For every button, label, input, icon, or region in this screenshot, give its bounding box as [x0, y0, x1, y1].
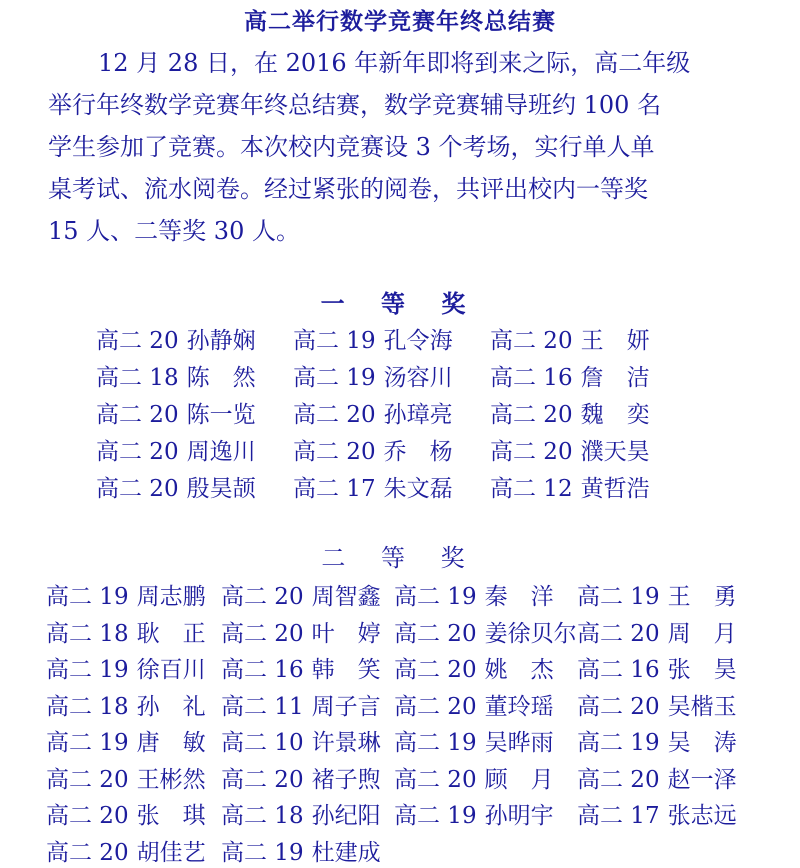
- class-label: 高二 20: [490, 402, 573, 428]
- student-name: 胡佳艺: [136, 839, 206, 866]
- student-name: 孔令海: [383, 328, 453, 354]
- student-name: 汤容川: [383, 365, 453, 391]
- award-entry: [221, 761, 381, 794]
- award-entry: [490, 322, 650, 355]
- second-prize-list: [46, 578, 786, 868]
- intro-line: 举行年终数学竞赛年终总结赛，数学竞赛辅导班约 100 名: [48, 91, 662, 119]
- award-entry: [221, 834, 381, 867]
- class-label: 高二 20: [221, 766, 304, 793]
- class-label: 高二 20: [96, 439, 179, 465]
- intro-line: 桌考试、流水阅卷。经过紧张的阅卷，共评出校内一等奖: [48, 175, 648, 203]
- student-name: 魏 奕: [580, 402, 650, 428]
- class-label: 高二 20: [577, 766, 660, 793]
- second-prize-heading: 二 等 奖: [321, 544, 479, 572]
- award-entry: [96, 433, 256, 466]
- class-label: 高二 19: [394, 584, 477, 610]
- student-name: 王彬然: [136, 766, 206, 793]
- class-label: 高二 20: [96, 328, 179, 354]
- award-entry: [46, 688, 206, 721]
- class-label: 高二 19: [577, 584, 660, 610]
- award-entry: [221, 651, 381, 684]
- class-label: 高二 20: [394, 620, 477, 647]
- class-label: 高二 17: [577, 803, 660, 829]
- award-entry: [96, 470, 256, 503]
- student-name: 唐 敏: [136, 730, 206, 756]
- article-title: 高二举行数学竞赛年终总结赛: [244, 8, 556, 35]
- class-label: 高二 18: [46, 693, 129, 720]
- student-name: 耿 正: [136, 620, 206, 647]
- class-label: 高二 19: [293, 328, 376, 354]
- student-name: 黄哲浩: [580, 476, 650, 502]
- award-entry: [490, 470, 650, 503]
- award-entry: [293, 359, 453, 392]
- student-name: 殷昊颉: [186, 476, 256, 502]
- class-label: 高二 18: [46, 620, 129, 647]
- class-label: 高二 20: [394, 657, 477, 683]
- student-name: 周志鹏: [136, 584, 206, 610]
- award-entry: [394, 688, 554, 721]
- student-name: 王 妍: [580, 328, 650, 354]
- class-label: 高二 18: [96, 365, 179, 391]
- student-name: 乔 杨: [383, 439, 453, 465]
- award-entry: [577, 761, 737, 794]
- award-entry: [96, 322, 256, 355]
- class-label: 高二 16: [577, 657, 660, 683]
- class-label: 高二 19: [394, 730, 477, 756]
- award-entry: [577, 797, 737, 830]
- class-label: 高二 20: [46, 766, 129, 793]
- class-label: 高二 20: [394, 693, 477, 720]
- award-entry: [96, 396, 256, 429]
- class-label: 高二 20: [293, 402, 376, 428]
- award-entry: [293, 322, 453, 355]
- award-entry: [490, 359, 650, 392]
- award-entry: [46, 578, 206, 611]
- class-label: 高二 19: [293, 365, 376, 391]
- student-name: 孙 礼: [136, 693, 206, 720]
- student-name: 韩 笑: [311, 657, 381, 683]
- class-label: 高二 17: [293, 476, 376, 502]
- class-label: 高二 20: [46, 839, 129, 866]
- student-name: 陈一览: [186, 402, 256, 428]
- class-label: 高二 20: [96, 402, 179, 428]
- student-name: 张 琪: [136, 803, 206, 829]
- class-label: 高二 20: [394, 766, 477, 793]
- award-entry: [46, 761, 206, 794]
- first-prize-heading: 一 等 奖: [320, 289, 480, 318]
- student-name: 徐百川: [136, 657, 206, 683]
- award-entry: [46, 797, 206, 830]
- class-label: 高二 20: [293, 439, 376, 465]
- student-name: 吴 涛: [667, 730, 737, 756]
- class-label: 高二 11: [221, 693, 304, 720]
- award-entry: [394, 651, 554, 684]
- class-label: 高二 19: [221, 839, 304, 866]
- class-label: 高二 20: [490, 328, 573, 354]
- student-name: 周 月: [667, 620, 737, 647]
- class-label: 高二 20: [577, 620, 660, 647]
- student-name: 叶 婷: [311, 620, 381, 647]
- student-name: 陈 然: [186, 365, 256, 391]
- intro-paragraph: [48, 42, 778, 252]
- award-entry: [490, 396, 650, 429]
- student-name: 杜建成: [311, 839, 381, 866]
- award-entry: [221, 797, 381, 830]
- award-entry: [293, 396, 453, 429]
- student-name: 秦 洋: [484, 584, 554, 610]
- student-name: 赵一泽: [667, 766, 737, 793]
- award-entry: [490, 433, 650, 466]
- student-name: 濮天昊: [580, 439, 650, 465]
- award-entry: [577, 688, 737, 721]
- student-name: 王 勇: [667, 584, 737, 610]
- class-label: 高二 16: [221, 657, 304, 683]
- student-name: 周子言: [311, 693, 381, 720]
- student-name: 孙明宇: [484, 803, 554, 829]
- class-label: 高二 10: [221, 730, 304, 756]
- award-entry: [577, 724, 737, 757]
- award-entry: [394, 724, 554, 757]
- class-label: 高二 19: [46, 657, 129, 683]
- student-name: 詹 洁: [580, 365, 650, 391]
- student-name: 朱文磊: [383, 476, 453, 502]
- class-label: 高二 20: [96, 476, 179, 502]
- class-label: 高二 20: [490, 439, 573, 465]
- student-name: 张志远: [667, 803, 737, 829]
- class-label: 高二 20: [221, 584, 304, 610]
- award-entry: [221, 688, 381, 721]
- award-entry: [221, 578, 381, 611]
- class-label: 高二 20: [577, 693, 660, 720]
- award-entry: [394, 578, 554, 611]
- award-entry: [46, 834, 206, 867]
- student-name: 孙纪阳: [311, 803, 381, 829]
- award-entry: [577, 651, 737, 684]
- student-name: 孙璋亮: [383, 402, 453, 428]
- award-entry: [221, 615, 381, 648]
- student-name: 吴楷玉: [667, 693, 737, 720]
- class-label: 高二 16: [490, 365, 573, 391]
- student-name: 姚 杰: [484, 657, 554, 683]
- award-entry: [46, 651, 206, 684]
- award-entry: [293, 433, 453, 466]
- class-label: 高二 19: [394, 803, 477, 829]
- student-name: 姜徐贝尔: [484, 620, 577, 647]
- intro-line: 15 人、二等奖 30 人。: [48, 217, 300, 245]
- class-label: 高二 19: [46, 584, 129, 610]
- student-name: 顾 月: [484, 766, 554, 793]
- award-entry: [394, 797, 554, 830]
- award-entry: [577, 615, 737, 648]
- class-label: 高二 20: [46, 803, 129, 829]
- student-name: 褚子煦: [311, 766, 381, 793]
- student-name: 吴晔雨: [484, 730, 554, 756]
- intro-line: 学生参加了竞赛。本次校内竞赛设 3 个考场，实行单人单: [48, 133, 655, 161]
- class-label: 高二 20: [221, 620, 304, 647]
- student-name: 周智鑫: [311, 584, 381, 610]
- class-label: 高二 19: [577, 730, 660, 756]
- student-name: 张 昊: [667, 657, 737, 683]
- student-name: 周逸川: [186, 439, 256, 465]
- award-entry: [394, 761, 554, 794]
- student-name: 董玲瑶: [484, 693, 554, 720]
- award-entry: [221, 724, 381, 757]
- first-prize-list: [96, 322, 776, 512]
- award-entry: [46, 615, 206, 648]
- class-label: 高二 18: [221, 803, 304, 829]
- award-entry: [293, 470, 453, 503]
- award-entry: [577, 578, 737, 611]
- class-label: 高二 12: [490, 476, 573, 502]
- award-entry: [46, 724, 206, 757]
- student-name: 孙静娴: [186, 328, 256, 354]
- award-entry: [96, 359, 256, 392]
- award-entry: [394, 615, 577, 648]
- class-label: 高二 19: [46, 730, 129, 756]
- student-name: 许景琳: [311, 730, 381, 756]
- intro-line: 12 月 28 日，在 2016 年新年即将到来之际，高二年级: [98, 49, 691, 77]
